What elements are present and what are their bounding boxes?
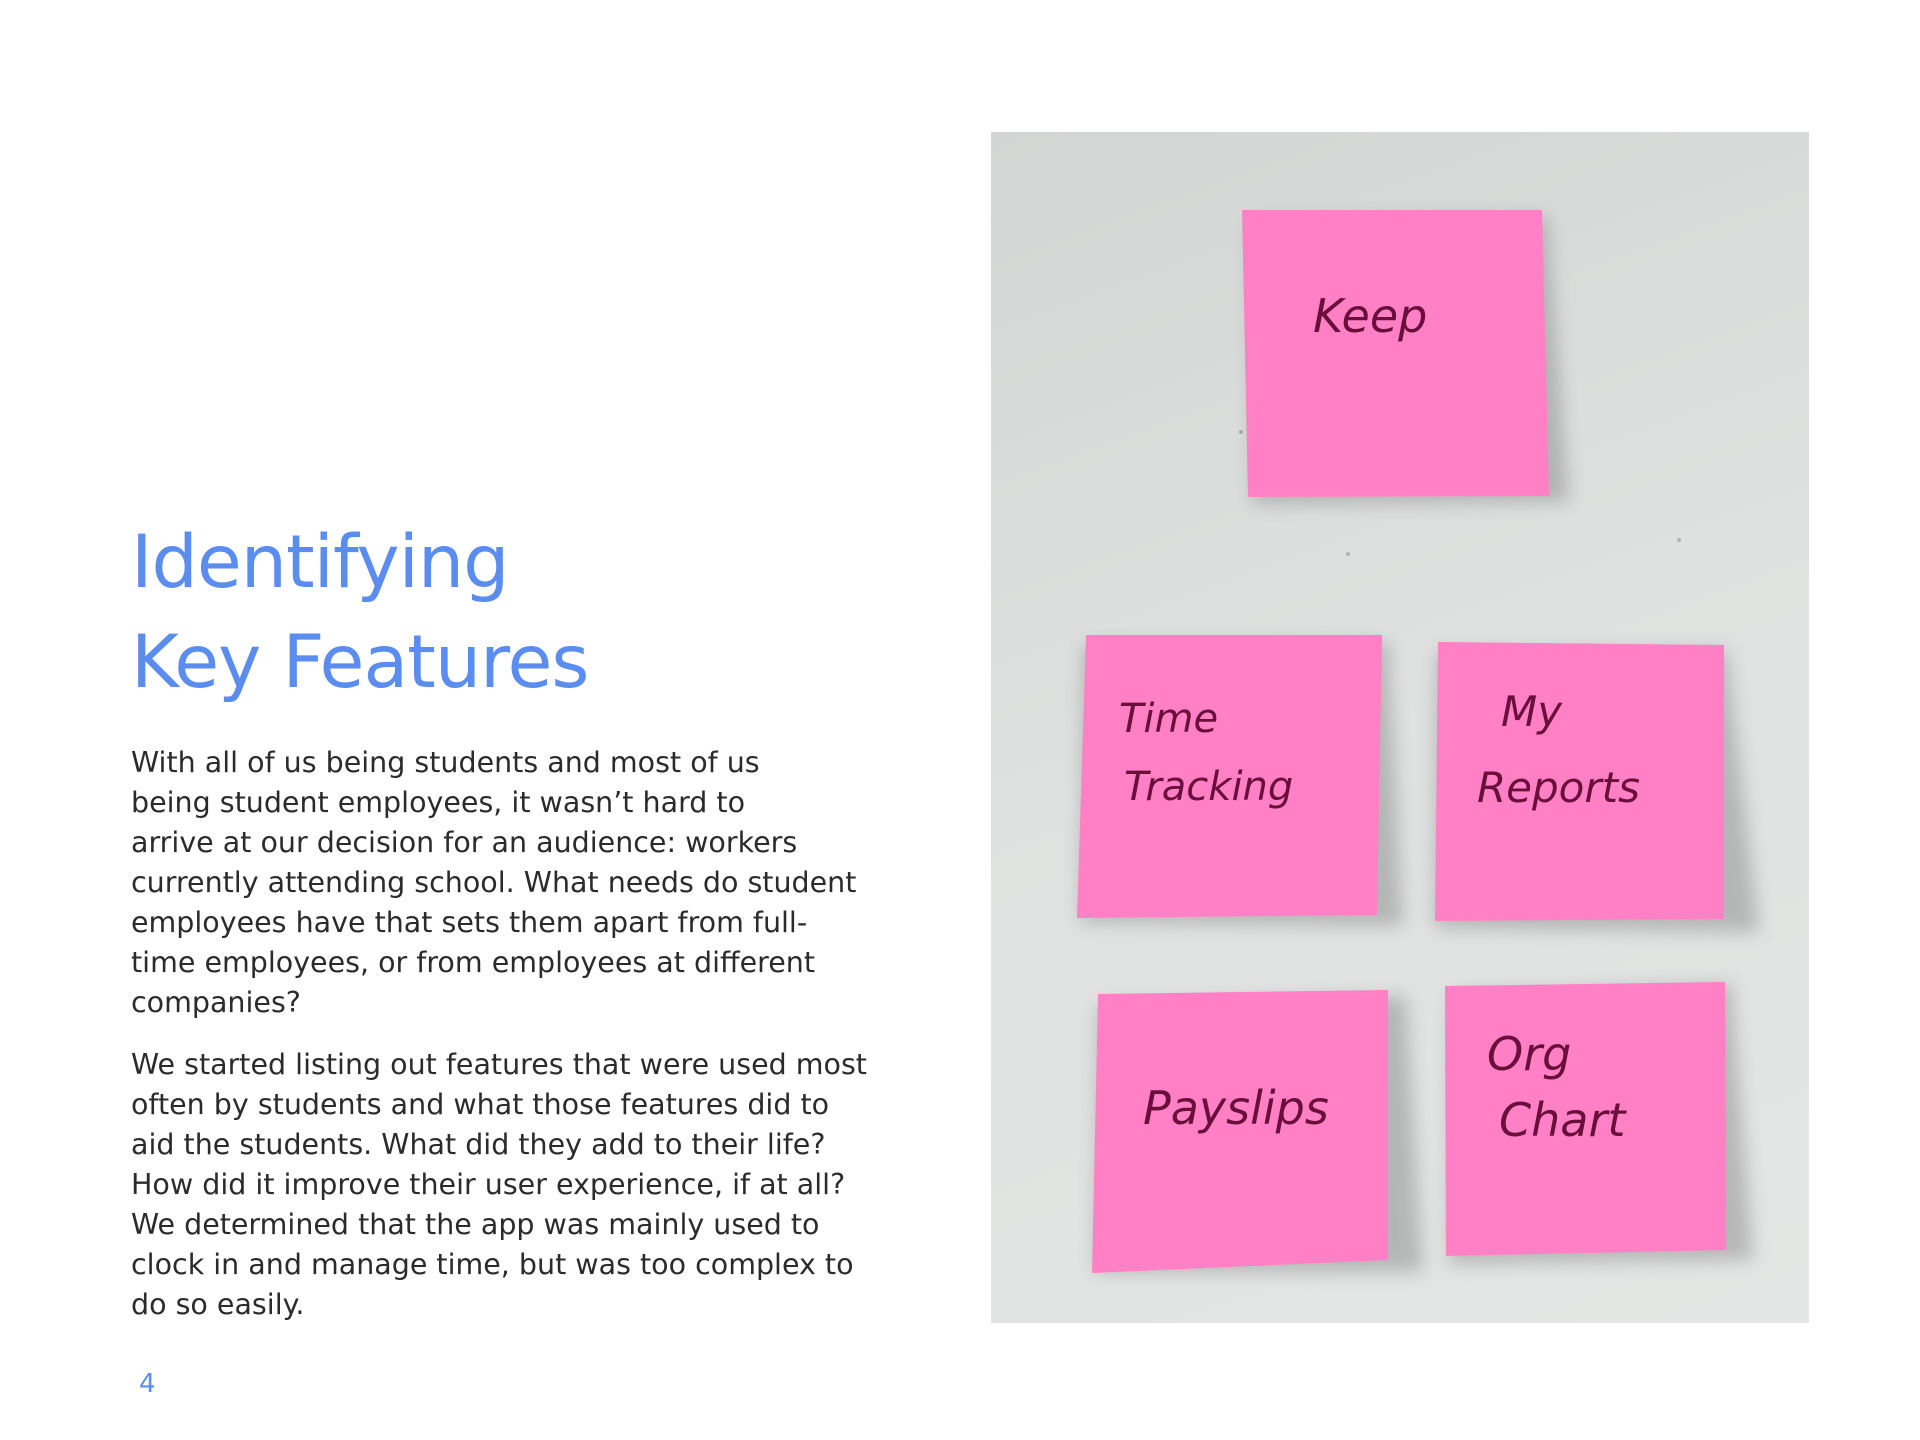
wall-speck: [1346, 552, 1350, 556]
sticky-notes-illustration: [991, 132, 1809, 1323]
note-text: Org: [1487, 1027, 1572, 1081]
sticky-notes-photo: [991, 132, 1809, 1323]
note-text: My: [1501, 687, 1563, 736]
note-text: Payslips: [1143, 1081, 1329, 1135]
title-line-1: Identifying: [131, 520, 509, 605]
note-text: Chart: [1499, 1093, 1626, 1147]
title-line-2: Key Features: [131, 620, 589, 705]
text-line: do so easily.: [131, 1288, 305, 1321]
text-line: companies?: [131, 986, 301, 1019]
wall-speck: [1677, 538, 1681, 542]
page-title: [131, 513, 588, 713]
page-number: 4: [139, 1369, 156, 1399]
sticky-note-my-reports: [1435, 642, 1759, 932]
text-line: often by students and what those features did to: [131, 1088, 830, 1121]
note-text: Keep: [1313, 289, 1428, 343]
note-text: Time: [1119, 696, 1219, 742]
note-paper: [1242, 210, 1549, 497]
text-line: How did it improve their user experience, if at all?: [131, 1168, 846, 1201]
body-text: [131, 743, 951, 1325]
sticky-note-org-chart: [1445, 982, 1753, 1264]
text-line: We started listing out features that were used most: [131, 1048, 867, 1081]
sticky-note-payslips: [1092, 990, 1423, 1273]
paragraph-2: [131, 1045, 951, 1325]
wall-speck: [1239, 430, 1243, 434]
text-line: With all of us being students and most of us: [131, 746, 760, 779]
text-line: clock in and manage time, but was too complex to: [131, 1248, 854, 1281]
text-line: being student employees, it wasn’t hard to: [131, 786, 746, 819]
text-line: aid the students. What did they add to their life?: [131, 1128, 826, 1161]
text-line: employees have that sets them apart from full-: [131, 906, 808, 939]
note-text: Tracking: [1124, 764, 1294, 810]
paragraph-1: [131, 743, 951, 1023]
text-line: currently attending school. What needs do student: [131, 866, 857, 899]
text-line: arrive at our decision for an audience: workers: [131, 826, 798, 859]
sticky-note-time-tracking: [1077, 635, 1403, 926]
text-line: time employees, or from employees at different: [131, 946, 816, 979]
sticky-note-keep: [1242, 210, 1569, 504]
note-text: Reports: [1477, 763, 1640, 812]
text-line: We determined that the app was mainly used to: [131, 1208, 820, 1241]
